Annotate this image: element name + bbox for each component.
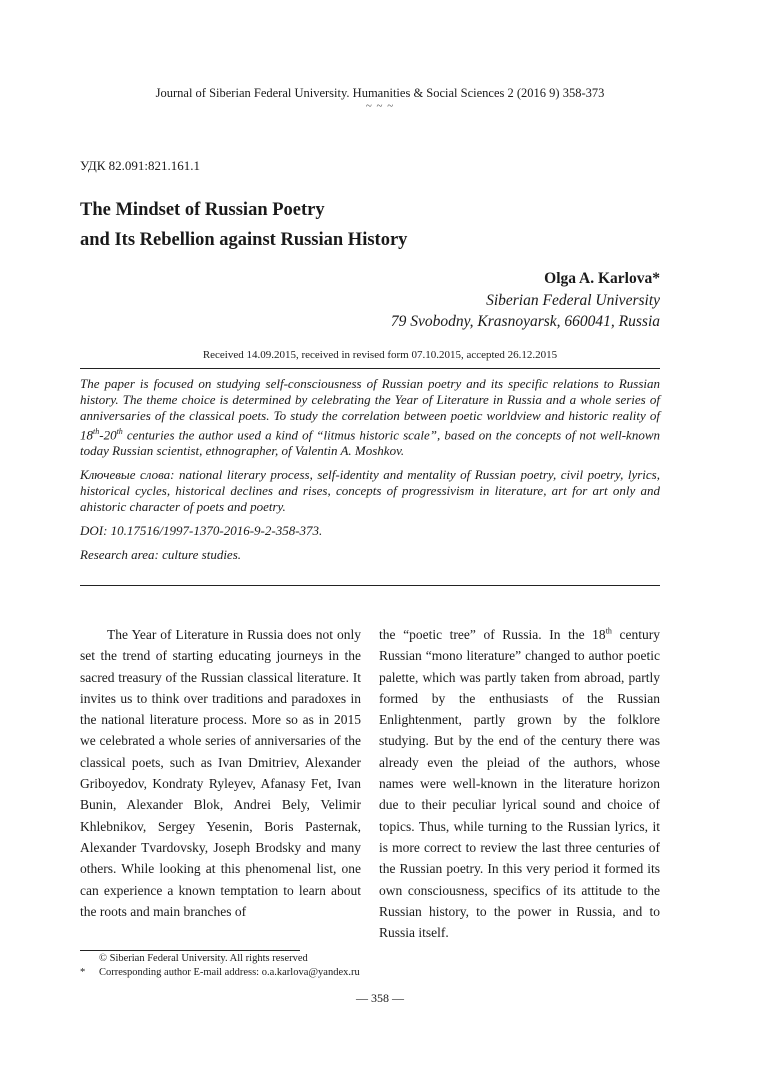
abstract-top-rule bbox=[80, 368, 660, 369]
author-name: Olga A. Karlova* bbox=[544, 270, 660, 287]
abstract-bottom-rule bbox=[80, 585, 660, 586]
body-column-left bbox=[80, 624, 361, 922]
abstract-text: The paper is focused on studying self-consciousness of Russian poetry and its specific relations to Russian history. The theme choice is determined by celebrating the Year of Literature in Russia and a whole series of anniversaries of the classical poets. To study the correlation between poetic worldview and historic reality of 18th-20th centuries the author used a kind of “litmus historic scale”, based on the concepts of not well-known today Russian scientist, ethnographer, of Valentin A. Moshkov. bbox=[80, 376, 660, 459]
footnote-rule bbox=[80, 950, 300, 951]
body-paragraph: The Year of Literature in Russia does not only set the trend of starting educating journeys in the sacred treasury of the Russian classical literature. It invites us to think over traditions and paradoxes in the national literature process. More so as in 2015 we celebrated a whole series of anniversaries of the classical poets, such as Ivan Dmitriev, Alexander Griboyedov, Kondraty Ryleyev, Afanasy Fet, Ivan Bunin, Alexander Blok, Andrei Bely, Velimir Khlebnikov, Sergey Yesenin, Boris Pasternak, Alexander Tvardovsky, Joseph Brodsky and many others. While looking at this phenomenal list, one can experience a known temptation to learn about the roots and main branches of bbox=[80, 627, 361, 919]
journal-header: Journal of Siberian Federal University. Humanities & Social Sciences 2 (2016 9) 358-373 bbox=[155, 86, 605, 100]
footnote-corresponding: * Corresponding author E-mail address: o.a.karlova@yandex.ru bbox=[80, 967, 360, 978]
author-affiliation: Siberian Federal University bbox=[486, 291, 660, 309]
header-ornament: ~ ~ ~ bbox=[365, 100, 395, 112]
abstract-block bbox=[80, 376, 660, 571]
author-address: 79 Svobodny, Krasnoyarsk, 660041, Russia bbox=[390, 313, 660, 330]
page-number: — 358 — bbox=[356, 991, 404, 1005]
keywords: Ключевые слова: national literary process, self-identity and mentality of Russian poetry, civil poetry, lyrics, historical cycles, historical declines and rises, concepts of progressivism in literature, art for art only and ahistoric character of poets and poetry. bbox=[80, 467, 660, 515]
footnote-copyright: © Siberian Federal University. All rights reserved bbox=[99, 953, 308, 964]
author-block bbox=[391, 268, 660, 333]
body-paragraph: the “poetic tree” of Russia. In the 18th century Russian “mono literature” changed to author poetic palette, which was partly taken from abroad, partly formed by the enthusiasts of the Russian Enlightenment, partly grown by the folklore studying. But by the end of the century there was already even the pleiad of the authors, whose names were well-known in the literature horizon due to their peculiar lyrical sound and choice of topics. Thus, while turning to the Russian lyrics, it is more correct to review the last three centuries of the Russian poetry. In this very period it formed its own consciousness, specifics of its attitude to the Russian history, to the power in Russia, and to Russia itself. bbox=[379, 626, 660, 941]
received-dates: Received 14.09.2015, received in revised form 07.10.2015, accepted 26.12.2015 bbox=[202, 349, 558, 361]
title-line-1: The Mindset of Russian Poetry bbox=[80, 200, 325, 220]
research-area: Research area: culture studies. bbox=[80, 547, 242, 563]
body-column-right bbox=[379, 624, 660, 943]
title-line-2: and Its Rebellion against Russian History bbox=[80, 230, 408, 250]
paper-title bbox=[80, 195, 640, 255]
doi: DOI: 10.17516/1997-1370-2016-9-2-358-373. bbox=[80, 523, 323, 539]
udk-code: УДК 82.091:821.161.1 bbox=[80, 158, 201, 173]
